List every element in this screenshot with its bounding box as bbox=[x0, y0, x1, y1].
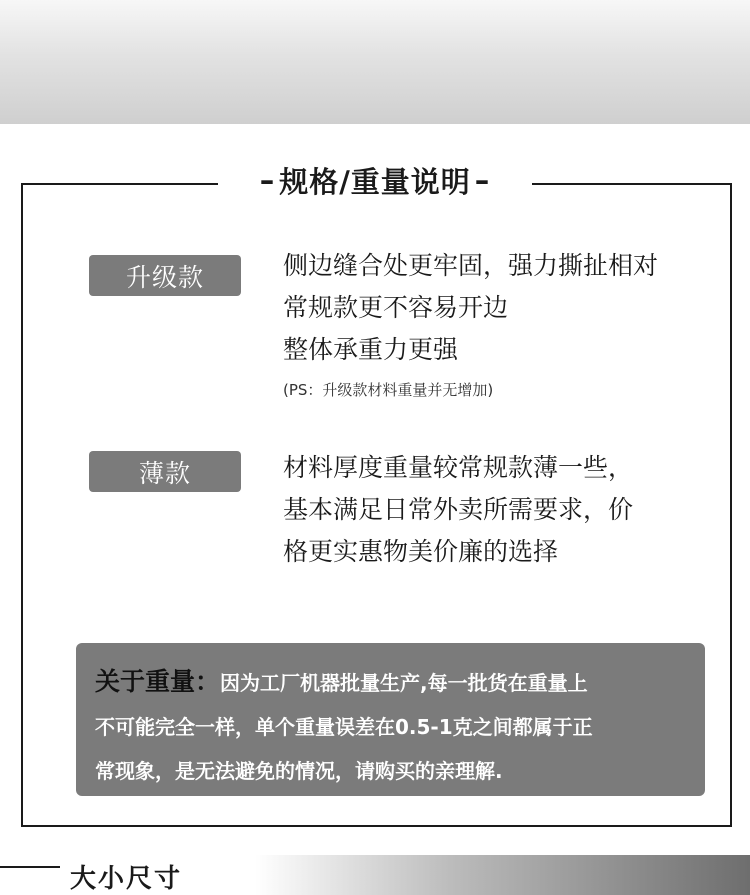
tag-thin: 薄款 bbox=[89, 451, 241, 492]
tag-upgrade: 升级款 bbox=[89, 255, 241, 296]
top-gradient-band bbox=[0, 0, 750, 124]
thin-description bbox=[283, 447, 633, 573]
weight-text: 因为工厂机器批量生产,每一批货在重量上 bbox=[220, 671, 588, 695]
upgrade-line: 整体承重力更强 bbox=[283, 335, 459, 364]
next-section-title: 大小尺寸 bbox=[70, 864, 183, 894]
title-dash-left: – bbox=[259, 163, 276, 197]
upgrade-line: 侧边缝合处更牢固，强力撕扯相对 bbox=[283, 251, 659, 280]
weight-note-box bbox=[76, 643, 705, 796]
thin-line: 基本满足日常外卖所需要求，价 bbox=[283, 495, 634, 524]
weight-line bbox=[95, 660, 705, 705]
section-title-text: 规格/重量说明 bbox=[279, 164, 471, 199]
bottom-accent-line bbox=[0, 866, 60, 868]
upgrade-line: 常规款更不容易开边 bbox=[283, 293, 509, 322]
weight-line: 常现象，是无法避免的情况，请购买的亲理解. bbox=[95, 759, 503, 783]
upgrade-description bbox=[283, 245, 658, 371]
weight-label: 关于重量： bbox=[95, 667, 221, 696]
upgrade-note: (PS：升级款材料重量并无增加) bbox=[283, 381, 494, 399]
thin-line: 材料厚度重量较常规款薄一些， bbox=[283, 453, 634, 482]
thin-line: 格更实惠物美价廉的选择 bbox=[283, 537, 559, 566]
title-dash-right: – bbox=[474, 163, 491, 197]
weight-line: 不可能完全一样，单个重量误差在0.5-1克之间都属于正 bbox=[95, 715, 593, 739]
section-title bbox=[218, 158, 532, 202]
